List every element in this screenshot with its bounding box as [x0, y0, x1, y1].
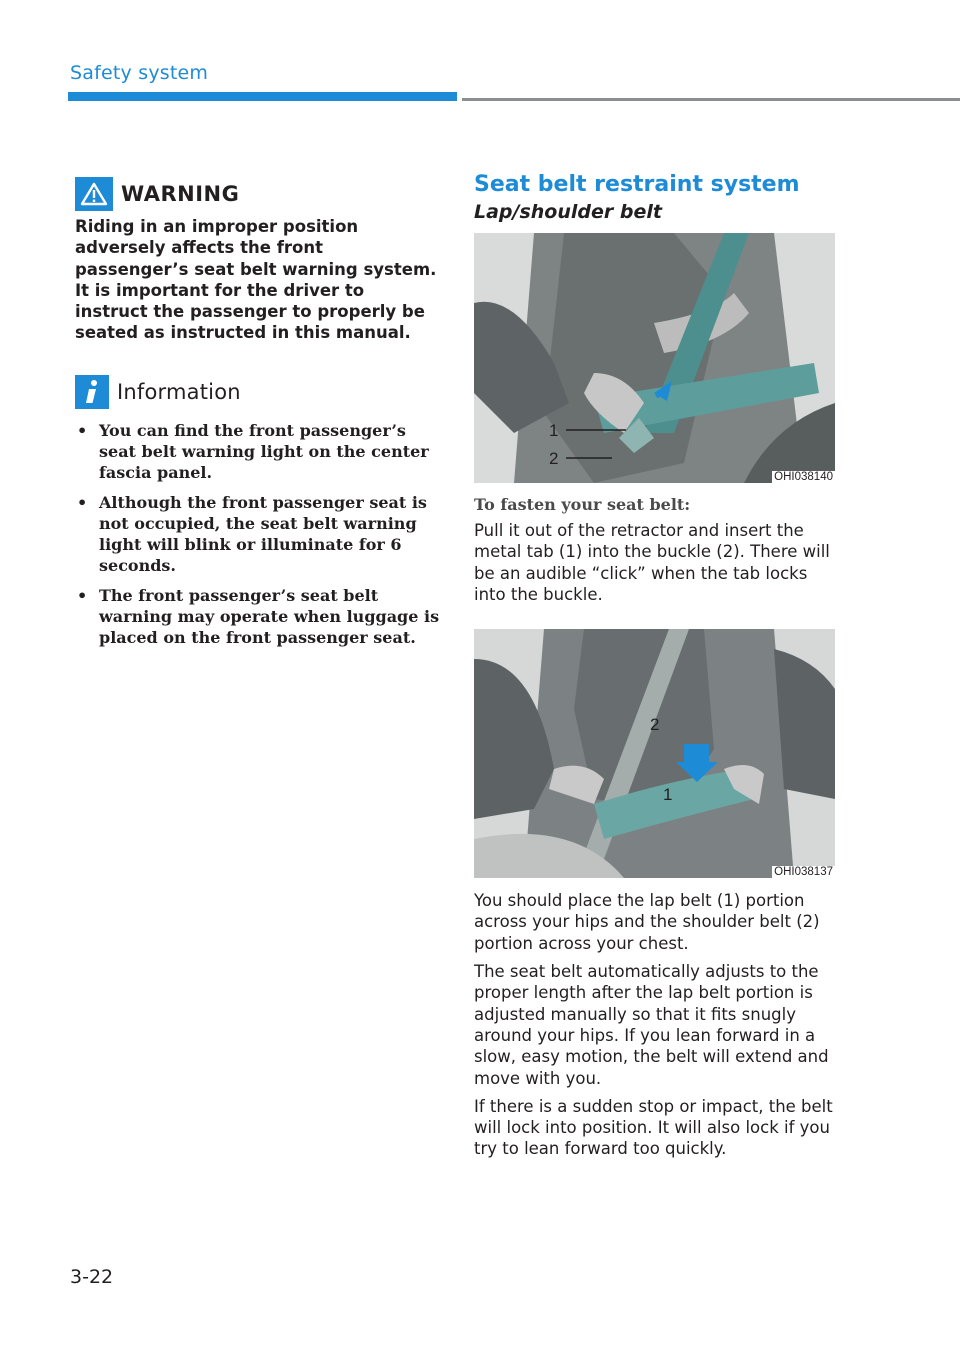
- list-item: • You can find the front passenger’s seat belt warning light on the center fascia panel.: [77, 420, 429, 482]
- information-list: [75, 420, 440, 648]
- fastening-illustration: [474, 233, 835, 483]
- paragraph: If there is a sudden stop or impact, the belt will lock into position. It will also lock if you try to lean forward too quickly.: [474, 1096, 833, 1159]
- warning-triangle-icon: [75, 177, 113, 211]
- section-title: Seat belt restraint system: [474, 172, 800, 197]
- information-header: [75, 374, 440, 410]
- info-icon: [75, 375, 109, 409]
- warning-title: WARNING: [121, 182, 240, 206]
- warning-body: Riding in an improper position adversely affects the front passenger’s seat belt warning system. It is important for the driver to instruct the passenger to properly be seated as instructed in this manual.: [75, 217, 437, 343]
- subsection-title: Lap/shoulder belt: [474, 201, 662, 223]
- list-item: • Although the front passenger seat is not occupied, the seat belt warning light will blink or illuminate for 6 seconds.: [77, 492, 427, 575]
- information-title: Information: [117, 379, 241, 404]
- running-header: Safety system: [70, 62, 209, 84]
- warning-header: [75, 176, 440, 212]
- figure-code: OHI038140: [774, 471, 833, 483]
- callout-2: 2: [549, 449, 559, 468]
- paragraph: The seat belt automatically adjusts to the proper length after the lap belt portion is adjusted manually so that it fits snugly around your hips. If you lean forward in a slow, easy motion, the belt will extend and move with you.: [474, 962, 829, 1088]
- right-column: [474, 172, 836, 1160]
- fasten-heading: To fasten your seat belt:: [474, 495, 691, 514]
- left-column: [75, 176, 440, 657]
- paragraph: You should place the lap belt (1) portion across your hips and the shoulder belt (2) portion across your chest.: [474, 891, 820, 953]
- list-item: • The front passenger’s seat belt warning may operate when luggage is placed on the front passenger seat.: [77, 585, 440, 647]
- header-rule-gray: [462, 98, 960, 101]
- fasten-paragraph: Pull it out of the retractor and insert the metal tab (1) into the buckle (2). There will be an audible “click” when the tab locks into the buckle.: [474, 521, 830, 604]
- page-number: 3-22: [70, 1266, 114, 1288]
- figure-code: OHI038137: [774, 866, 833, 879]
- header-rule-blue: [68, 92, 457, 101]
- callout-1: 1: [663, 785, 673, 805]
- callout-1: 1: [549, 421, 559, 440]
- lap-belt-illustration: [474, 629, 835, 878]
- callout-2: 2: [650, 715, 660, 735]
